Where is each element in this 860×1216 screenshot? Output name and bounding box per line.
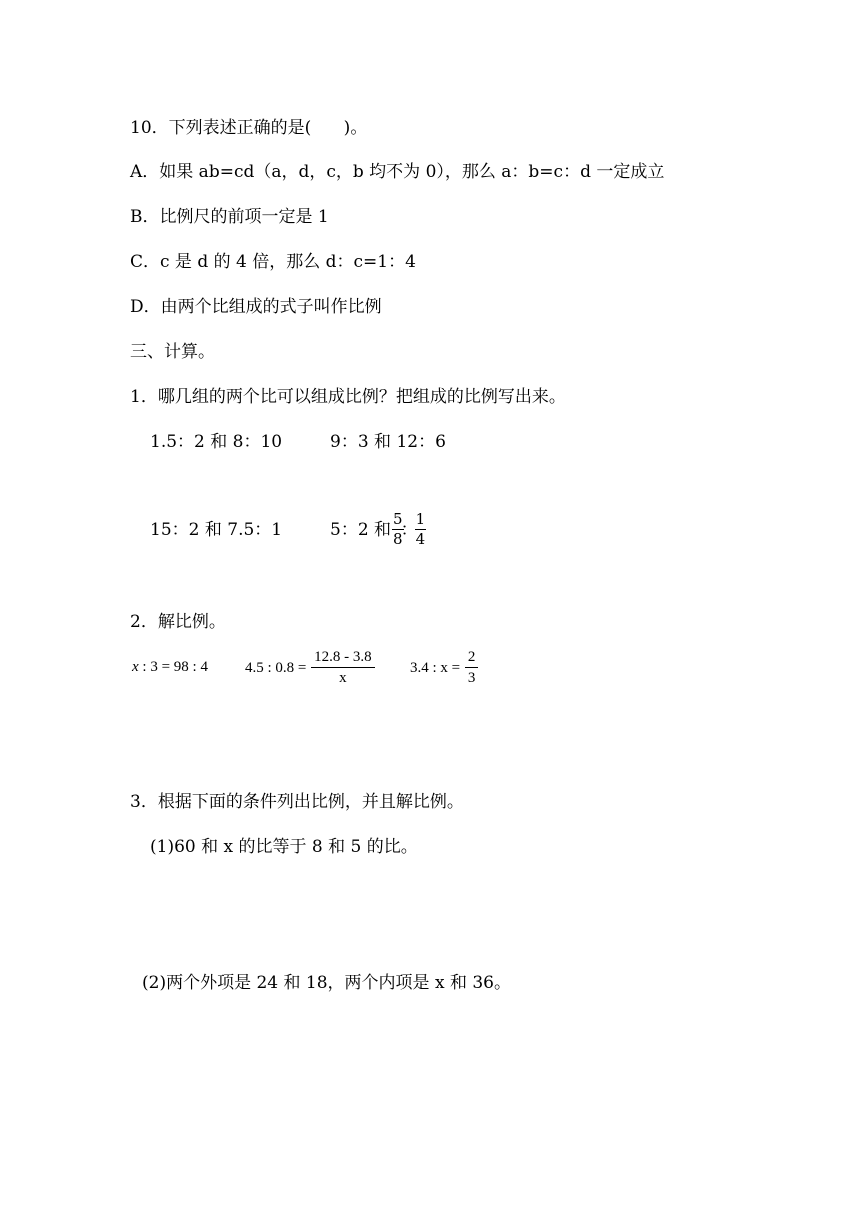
- section-3-heading: 三、计算。: [130, 342, 215, 362]
- fraction-denominator: 4: [415, 530, 426, 548]
- ratio-pair-2: 9：3 和 12：6: [330, 432, 446, 452]
- ratio-pair-3: 15：2 和 7.5：1: [150, 520, 283, 540]
- fraction-numerator: 1: [415, 510, 426, 528]
- equation-3-fraction: [465, 647, 479, 688]
- fraction-denominator: 3: [467, 670, 476, 686]
- equation-3: [410, 647, 479, 688]
- ratio-colon: ：: [400, 519, 418, 540]
- question-10-option-c: C．c 是 d 的 4 倍，那么 d：c=1：4: [130, 252, 416, 272]
- calc-question-3-part-2: (2)两个外项是 24 和 18，两个内项是 x 和 36。: [142, 973, 511, 993]
- calc-question-3-part-1: (1)60 和 x 的比等于 8 和 5 的比。: [150, 837, 418, 857]
- equation-1-rest: : 3 = 98 : 4: [138, 659, 208, 675]
- calc-question-3: 3．根据下面的条件列出比例，并且解比例。: [130, 792, 464, 812]
- fraction-numerator: 12.8 - 3.8: [311, 647, 375, 668]
- question-10-option-d: D．由两个比组成的式子叫作比例: [130, 297, 382, 317]
- fraction-denominator: 8: [393, 530, 403, 548]
- ratio-pair-4: [330, 510, 427, 549]
- calc-question-2: 2．解比例。: [130, 612, 226, 632]
- question-10-stem: 10．下列表述正确的是( )。: [130, 118, 368, 138]
- equation-2-fraction: [311, 647, 375, 688]
- equation-1: [132, 657, 208, 677]
- equation-2: [245, 647, 376, 688]
- ratio-pair-4-prefix: 5：2 和: [330, 519, 392, 540]
- fraction-denominator: x: [339, 670, 347, 686]
- fraction-numerator: 2: [465, 647, 479, 668]
- question-10-option-b: B．比例尺的前项一定是 1: [130, 207, 329, 227]
- question-10-option-a: A．如果 ab=cd（a，d，c，b 均不为 0），那么 a：b=c：d 一定成立: [130, 162, 665, 182]
- ratio-pair-1: 1.5：2 和 8：10: [150, 432, 283, 452]
- calc-question-1: 1．哪几组的两个比可以组成比例？把组成的比例写出来。: [130, 387, 566, 407]
- ratio-pair-4-fraction-2: [415, 510, 427, 549]
- equation-1-variable: x: [132, 659, 139, 675]
- fraction-numerator: 5: [393, 510, 403, 528]
- equation-2-left: 4.5 : 0.8 =: [245, 659, 311, 676]
- equation-3-left: 3.4 : x =: [410, 659, 464, 676]
